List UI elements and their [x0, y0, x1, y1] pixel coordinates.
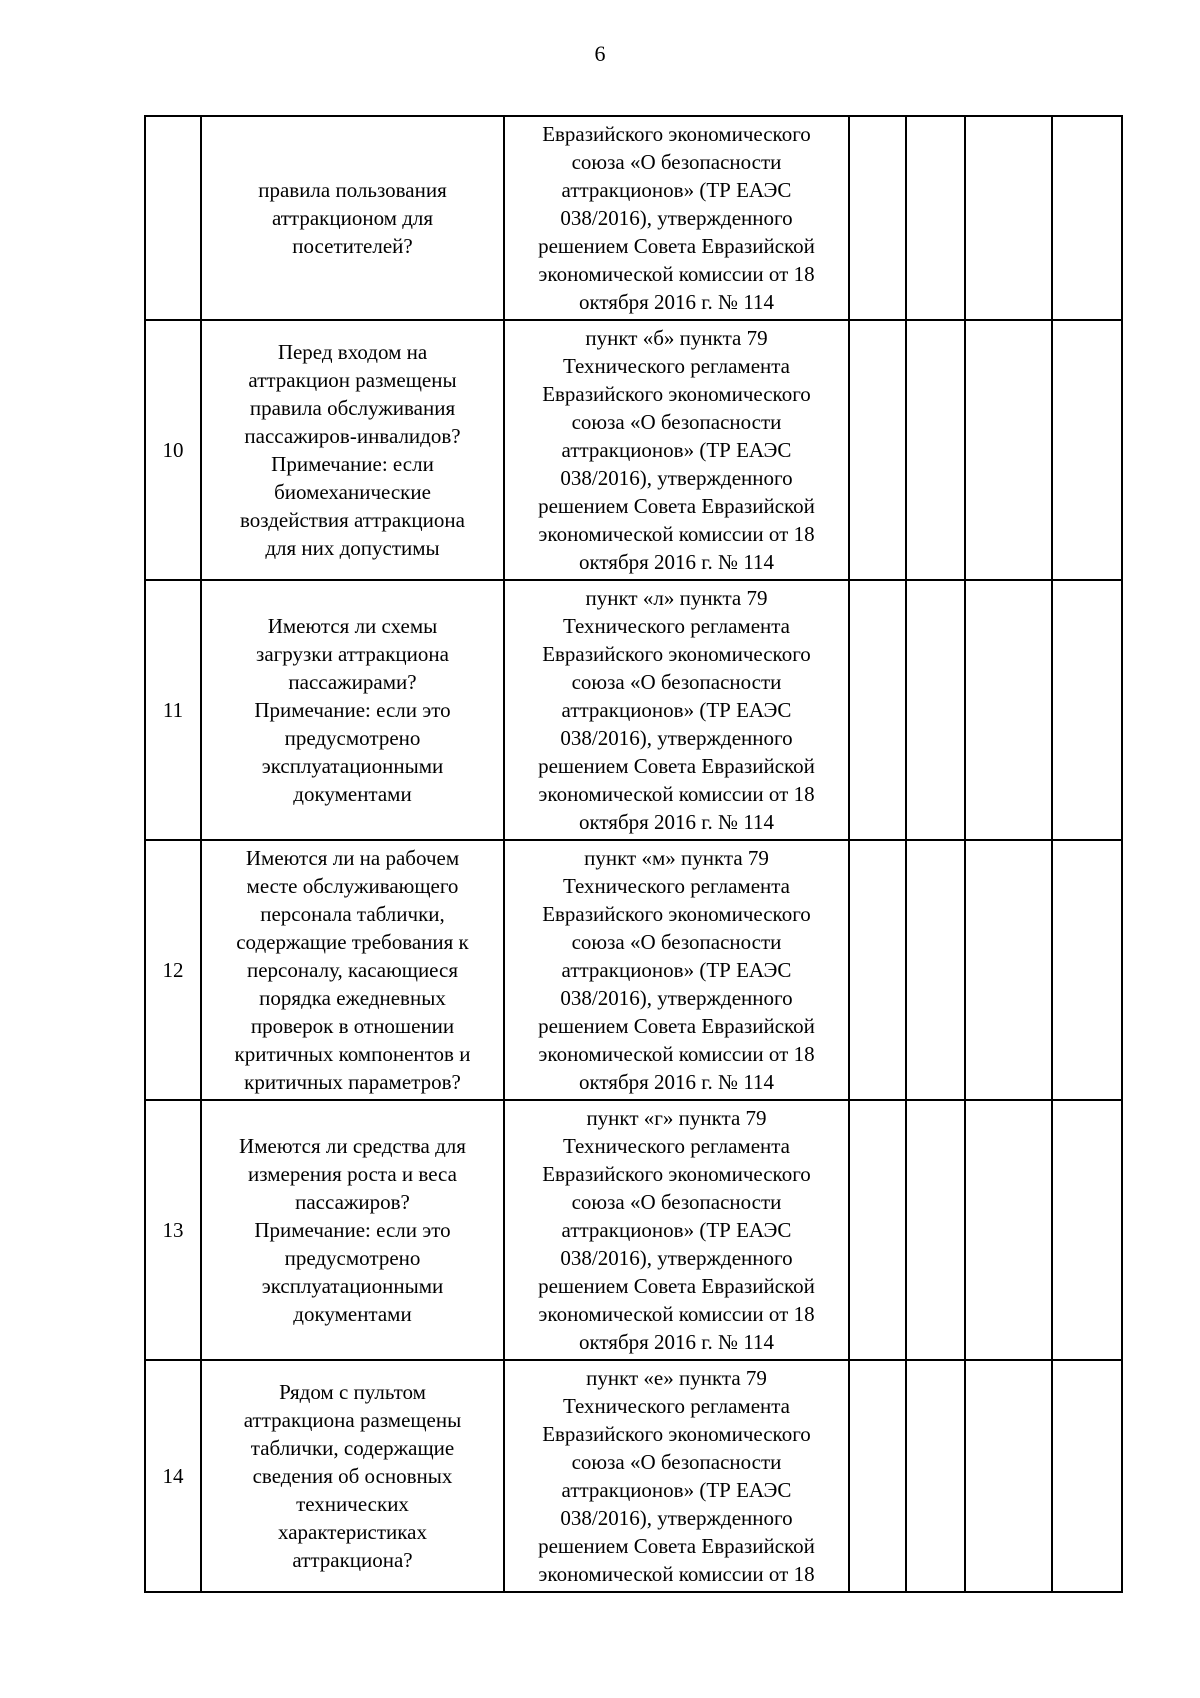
answer-cell-no[interactable]	[906, 580, 965, 840]
answer-cell-not-applicable[interactable]	[965, 320, 1052, 580]
answer-cell-not-applicable[interactable]	[965, 116, 1052, 320]
answer-cell-no[interactable]	[906, 840, 965, 1100]
reference-cell: пункт «б» пункта 79 Технического регламента Евразийского экономического союза «О безопасности аттракционов» (ТР ЕАЭС 038/2016), утвержденного решением Совета Евразийской экономической комиссии от 18 октября 2016 г. № 114	[504, 320, 849, 580]
notes-cell[interactable]	[1052, 840, 1122, 1100]
question-cell: правила пользования аттракционом для посетителей?	[201, 116, 504, 320]
answer-cell-no[interactable]	[906, 1360, 965, 1592]
answer-cell-no[interactable]	[906, 320, 965, 580]
row-number	[145, 116, 201, 320]
question-cell: Перед входом на аттракцион размещены правила обслуживания пассажиров-инвалидов? Примечание: если биомеханические воздействия аттракциона для них допустимы	[201, 320, 504, 580]
answer-cell-not-applicable[interactable]	[965, 1360, 1052, 1592]
answer-cell-not-applicable[interactable]	[965, 1100, 1052, 1360]
row-number: 12	[145, 840, 201, 1100]
question-cell: Имеются ли средства для измерения роста и веса пассажиров? Примечание: если это предусмотрено эксплуатационными документами	[201, 1100, 504, 1360]
table-row	[145, 116, 1122, 320]
row-number: 13	[145, 1100, 201, 1360]
question-cell: Имеются ли на рабочем месте обслуживающего персонала таблички, содержащие требования к персоналу, касающиеся порядка ежедневных проверок в отношении критичных компонентов и критичных параметров?	[201, 840, 504, 1100]
reference-cell: пункт «г» пункта 79 Технического регламента Евразийского экономического союза «О безопасности аттракционов» (ТР ЕАЭС 038/2016), утвержденного решением Совета Евразийской экономической комиссии от 18 октября 2016 г. № 114	[504, 1100, 849, 1360]
answer-cell-yes[interactable]	[849, 840, 906, 1100]
answer-cell-yes[interactable]	[849, 116, 906, 320]
answer-cell-yes[interactable]	[849, 1100, 906, 1360]
table-row	[145, 840, 1122, 1100]
page-number: 6	[594, 41, 606, 66]
notes-cell[interactable]	[1052, 320, 1122, 580]
row-number: 11	[145, 580, 201, 840]
table-row	[145, 1100, 1122, 1360]
answer-cell-yes[interactable]	[849, 580, 906, 840]
checklist-table	[144, 115, 1123, 1593]
reference-cell: пункт «м» пункта 79 Технического регламента Евразийского экономического союза «О безопасности аттракционов» (ТР ЕАЭС 038/2016), утвержденного решением Совета Евразийской экономической комиссии от 18 октября 2016 г. № 114	[504, 840, 849, 1100]
reference-cell: пункт «л» пункта 79 Технического регламента Евразийского экономического союза «О безопасности аттракционов» (ТР ЕАЭС 038/2016), утвержденного решением Совета Евразийской экономической комиссии от 18 октября 2016 г. № 114	[504, 580, 849, 840]
table-row	[145, 1360, 1122, 1592]
reference-cell: пункт «е» пункта 79 Технического регламента Евразийского экономического союза «О безопасности аттракционов» (ТР ЕАЭС 038/2016), утвержденного решением Совета Евразийской экономической комиссии от 18	[504, 1360, 849, 1592]
question-cell: Рядом с пультом аттракциона размещены таблички, содержащие сведения об основных технических характеристиках аттракциона?	[201, 1360, 504, 1592]
table-row	[145, 320, 1122, 580]
notes-cell[interactable]	[1052, 116, 1122, 320]
notes-cell[interactable]	[1052, 1360, 1122, 1592]
row-number: 10	[145, 320, 201, 580]
answer-cell-yes[interactable]	[849, 1360, 906, 1592]
answer-cell-yes[interactable]	[849, 320, 906, 580]
answer-cell-not-applicable[interactable]	[965, 840, 1052, 1100]
notes-cell[interactable]	[1052, 580, 1122, 840]
row-number: 14	[145, 1360, 201, 1592]
question-cell: Имеются ли схемы загрузки аттракциона пассажирами? Примечание: если это предусмотрено эксплуатационными документами	[201, 580, 504, 840]
answer-cell-no[interactable]	[906, 116, 965, 320]
reference-cell: Евразийского экономического союза «О безопасности аттракционов» (ТР ЕАЭС 038/2016), утвержденного решением Совета Евразийской экономической комиссии от 18 октября 2016 г. № 114	[504, 116, 849, 320]
notes-cell[interactable]	[1052, 1100, 1122, 1360]
table-row	[145, 580, 1122, 840]
answer-cell-not-applicable[interactable]	[965, 580, 1052, 840]
answer-cell-no[interactable]	[906, 1100, 965, 1360]
